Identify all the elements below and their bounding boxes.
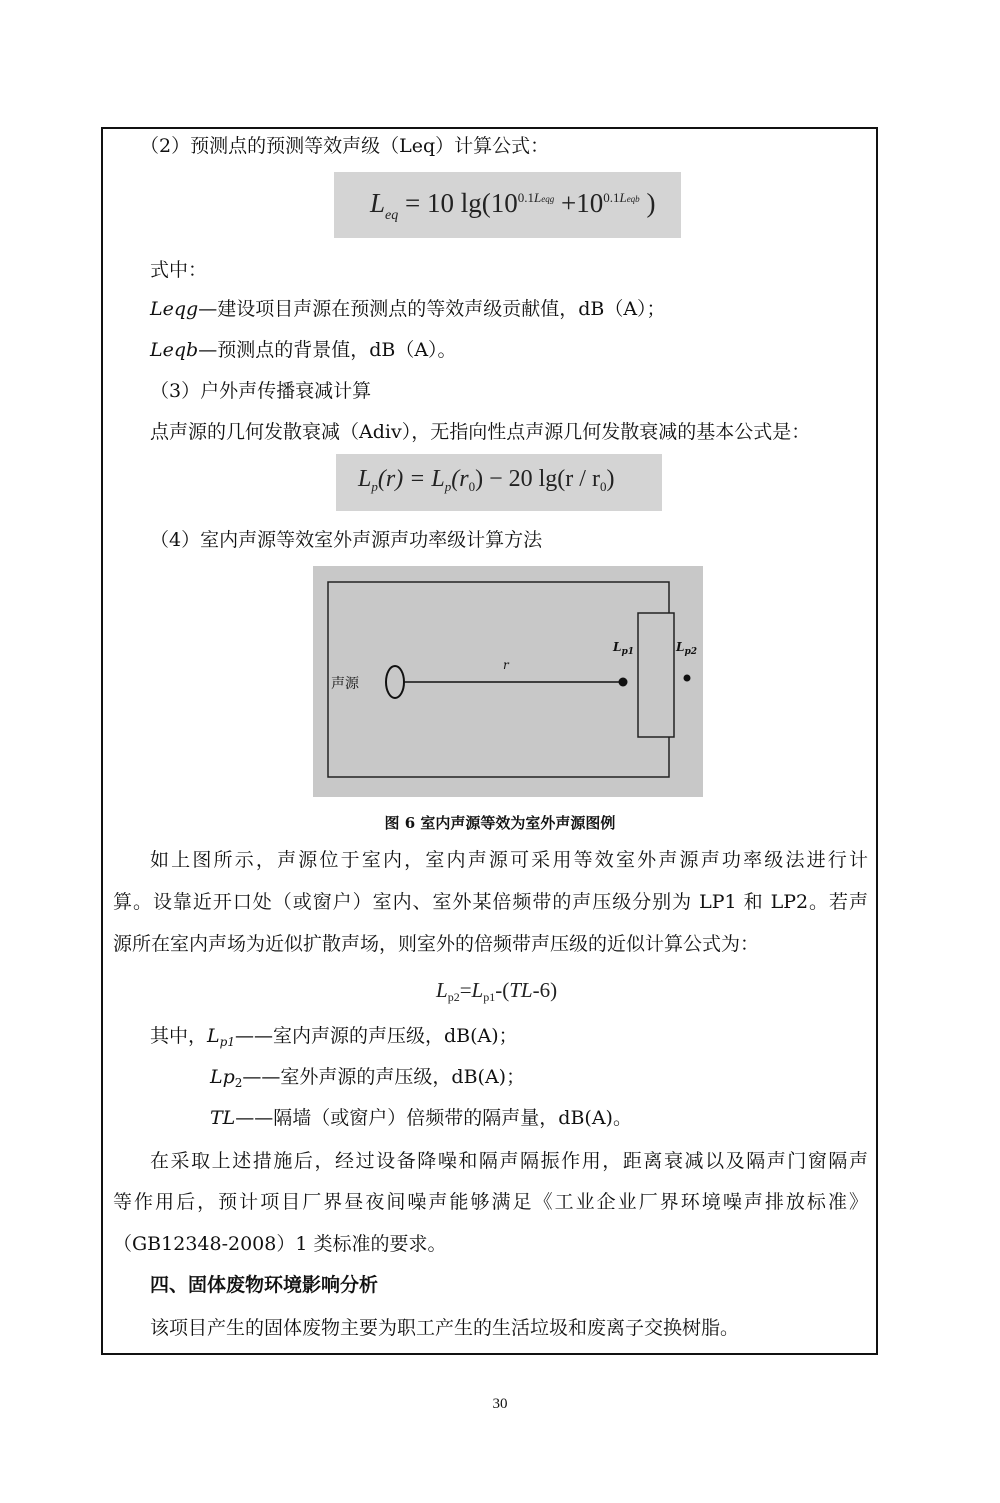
lp1-label: $L_{p1}$ (613, 640, 634, 657)
diagram-svg (313, 566, 703, 797)
leqg-definition: Leqg—建设项目声源在预测点的等效声级贡献值，dB（A）； (150, 298, 666, 320)
paragraph-line-3: 源所在室内声场为近似扩散声场，则室外的倍频带声压级的近似计算公式为： (113, 933, 760, 955)
definition-tl: TL——隔墙（或窗户）倍频带的隔声量，dB(A)。 (210, 1107, 632, 1129)
indoor-source-diagram (313, 566, 703, 797)
r-label: r (503, 658, 509, 672)
paragraph-line-1: 如上图所示，声源位于室内，室内声源可采用等效室外声源声功率级法进行计 (150, 849, 868, 871)
leqb-definition: Leqb—预测点的背景值，dB（A）。 (150, 339, 457, 361)
section-3-intro: 点声源的几何发散衰减（Adiv），无指向性点声源几何发散衰减的基本公式是： (150, 421, 811, 443)
lp2-formula: $L_{p2}=L_{p1}-(TL-6)$ (436, 978, 558, 1004)
where-label: 式中： (150, 259, 208, 281)
solid-waste-text: 该项目产生的固体废物主要为职工产生的生活垃圾和废离子交换树脂。 (150, 1317, 740, 1339)
lp2-point (684, 675, 691, 682)
leq-formula: $L_{eq} = 10$ $\lg(10^{0.1Leqg} +10^{0.1Leqb}$ ) (370, 188, 656, 223)
paragraph-line-2: 算。设靠近开口处（或窗户）室内、室外某倍频带的声压级分别为 LP1 和 LP2。若声 (113, 891, 868, 913)
section-3-title: （3）户外声传播衰减计算 (150, 380, 372, 402)
definition-lp1: 其中，$L_{p1}——$室内声源的声压级，dB(A)； (150, 1025, 518, 1049)
definition-lp2: $Lp_2——$室外声源的声压级，dB(A)； (210, 1066, 526, 1090)
solid-waste-heading: 四、固体废物环境影响分析 (150, 1274, 379, 1296)
leq-formula-box (334, 172, 681, 238)
attenuation-formula: $L_p(r) = L_p(r_0) - 20$ $\lg(r / r_0)$ (358, 466, 615, 494)
conclusion-line-3: （GB12348-2008）1 类标准的要求。 (113, 1233, 447, 1255)
attenuation-formula-box (336, 454, 662, 511)
section-4-title: （4）室内声源等效室外声源声功率级计算方法 (150, 529, 543, 551)
lp2-label: $L_{p2}$ (676, 640, 697, 657)
page-number: 30 (492, 1396, 508, 1412)
conclusion-line-2: 等作用后，预计项目厂界昼夜间噪声能够满足《工业企业厂界环境噪声排放标准》 (113, 1191, 868, 1213)
source-label: 声源 (331, 676, 359, 692)
lp1-point (619, 678, 628, 687)
section-2-title: （2）预测点的预测等效声级（Leq）计算公式： (140, 135, 550, 157)
conclusion-line-1: 在采取上述措施后，经过设备降噪和隔声隔振作用，距离衰减以及隔声门窗隔声 (150, 1150, 868, 1172)
wall-window-block (638, 613, 674, 737)
figure-caption: 图 6 室内声源等效为室外声源图例 (384, 814, 616, 832)
